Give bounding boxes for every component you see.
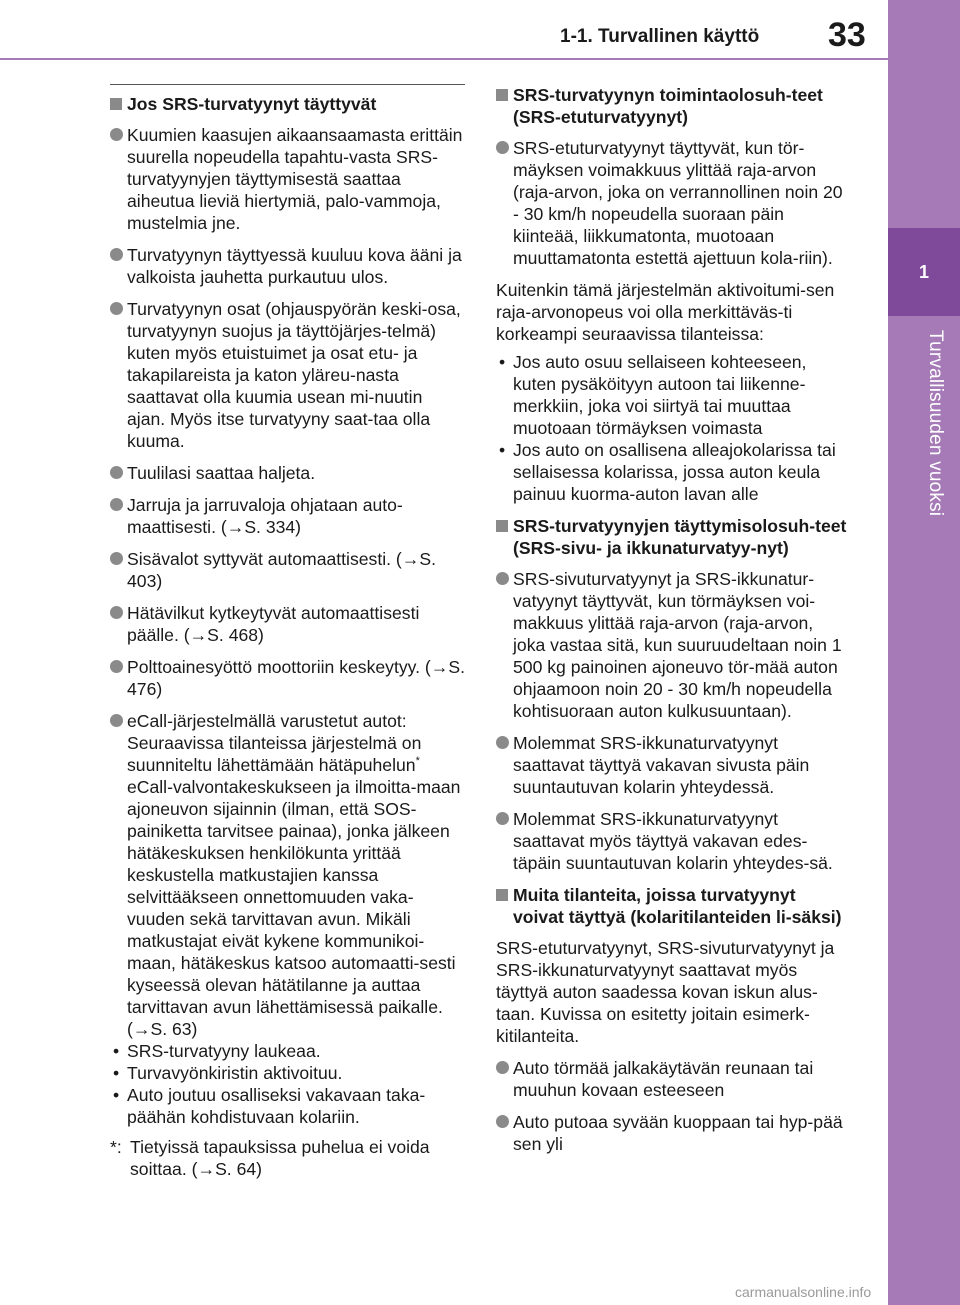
watermark: carmanualsonline.info xyxy=(735,1284,872,1300)
ecall-text-continued: eCall-valvontakeskukseen ja ilmoitta-maan ajoneuvon sijainnin (ilman, että SOS-painiketta tarvitsee painaa), jonka jälkeen hätäkeskuksen henkilökunta yrittää keskustella matkustajien kanssa selvittääkseen onnettomuuden vaka-vuuden sekä tarvittavan avun. Mikäli matkustajat eivät kykene kommunikoi-maan, hätäkeskus katsoo automaatti-sesti kyseessä olevan hätätilanne ja auttaa tarvittavan avun lähettämisessä paikalle. (→S. 63) xyxy=(127,777,461,1039)
bullet-item: Auto törmää jalkakäytävän reunaan tai muuhun kovaan esteeseen xyxy=(496,1057,848,1101)
bullet-item: Turvatyynyn osat (ohjauspyörän keski-osa, turvatyynyn suojus ja täyttöjärjes-telmä) kuten myös etuistuimet ja osat etu- ja takapilareista ja katon yläreu-nasta saattavat olla kuumia usean mi-nuutin ajan. Myös itse turvatyyny saat-taa olla kuuma. xyxy=(110,298,465,452)
chapter-number: 1 xyxy=(918,261,929,282)
bullet-item: Tuulilasi saattaa haljeta. xyxy=(110,462,465,484)
bullet-item: SRS-sivuturvatyynyt ja SRS-ikkunatur-vatyynyt täyttyvät, kun törmäyksen voi-makkuus ylittää raja-arvon (raja-arvon, joka vastaa sitä, kun suuruudeltaan noin 1 500 kg painoinen ajoneuvo tör-mää auton ohjaamoon noin 20 - 30 km/h nopeudella kohtisuoraan auton kulkusuuntaan). xyxy=(496,568,848,722)
chapter-number-box xyxy=(888,228,960,316)
bullet-item: Hätävilkut kytkeytyvät automaattisesti päälle. (→S. 468) xyxy=(110,602,465,646)
bullet-item: Turvatyynyn täyttyessä kuuluu kova ääni ja valkoista jauhetta purkautuu ulos. xyxy=(110,244,465,288)
list-item: • Jos auto on osallisena alleajokolarissa tai sellaisessa kolarissa, jossa auton keula painuu kuorma-auton lavan alle xyxy=(496,439,848,505)
section-heading: SRS-turvatyynyn toimintaolosuh-teet (SRS-etuturvatyynyt) xyxy=(496,84,848,128)
page-number: 33 xyxy=(828,16,866,54)
right-column xyxy=(496,84,848,1165)
list-item: • SRS-turvatyyny laukeaa. xyxy=(110,1040,465,1062)
left-column xyxy=(110,84,465,1180)
section-rule xyxy=(110,84,465,85)
chapter-side-tab xyxy=(888,0,960,1305)
chapter-title: Turvallisuuden vuoksi xyxy=(925,330,946,517)
footnote-text: Tietyissä tapauksissa puhelua ei voida soittaa. (→S. 64) xyxy=(130,1137,430,1179)
bullet-item: Auto putoaa syvään kuoppaan tai hyp-pää sen yli xyxy=(496,1111,848,1155)
footnote xyxy=(110,1136,465,1180)
threshold-conditions-list xyxy=(496,351,848,505)
bullet-item: Jarruja ja jarruvaloja ohjataan auto-maattisesti. (→S. 334) xyxy=(110,494,465,538)
footnote-mark: *: xyxy=(110,1137,122,1157)
ecall-bullet xyxy=(110,710,465,1128)
running-header-title: 1-1. Turvallinen käyttö xyxy=(560,26,760,47)
bullet-item: Molemmat SRS-ikkunaturvatyynyt saattavat täyttyä vakavan sivusta päin suuntautuvan kolarin yhteydessä. xyxy=(496,732,848,798)
list-item: • Jos auto osuu sellaiseen kohteeseen, kuten pysäköityyn autoon tai liikenne-merkkiin, joka voi siirtyä tai muuttaa muotoaan törmäyksen voimasta xyxy=(496,351,848,439)
paragraph: Kuitenkin tämä järjestelmän aktivoitumi-sen raja-arvonopeus voi olla merkittäväs-ti korkeampi seuraavissa tilanteissa: xyxy=(496,280,835,344)
header-rule xyxy=(0,58,888,60)
footnote-marker: * xyxy=(415,755,420,768)
bullet-item: Sisävalot syttyvät automaattisesti. (→S. 403) xyxy=(110,548,465,592)
list-item: • Auto joutuu osalliseksi vakavaan taka-päähän kohdistuvaan kolariin. xyxy=(110,1084,465,1128)
list-item: • Turvavyönkiristin aktivoituu. xyxy=(110,1062,465,1084)
section-heading: Jos SRS-turvatyynyt täyttyvät xyxy=(110,93,465,115)
bullet-item: Kuumien kaasujen aikaansaamasta erittäin suurella nopeudella tapahtu-vasta SRS-turvatyynyjen täyttymisestä saattaa aiheutua lieviä hiertymiä, palo-vammoja, mustelmia jne. xyxy=(110,124,465,234)
ecall-text: eCall-järjestelmällä varustetut autot: Seuraavissa tilanteissa järjestelmä on suunniteltu lähettämään hätäpuhelun xyxy=(127,711,422,775)
bullet-item: Polttoainesyöttö moottoriin keskeytyy. (→S. 476) xyxy=(110,656,465,700)
section-heading: Muita tilanteita, joissa turvatyynyt voivat täyttyä (kolaritilanteiden li-säksi) xyxy=(496,884,848,928)
section-heading: SRS-turvatyynyjen täyttymisolosuh-teet (SRS-sivu- ja ikkunaturvatyy-nyt) xyxy=(496,515,848,559)
paragraph: SRS-etuturvatyynyt, SRS-sivuturvatyynyt ja SRS-ikkunaturvatyynyt saattavat myös täyttyä auton saadessa kovan iskun alus-taan. Kuvissa on esitetty joitain esimerk-kitilanteita. xyxy=(496,938,835,1046)
ecall-conditions-list xyxy=(110,1040,465,1128)
bullet-item: SRS-etuturvatyynyt täyttyvät, kun tör-mäyksen voimakkuus ylittää raja-arvon (raja-arvon, joka on verrannollinen noin 20 - 30 km/h nopeudella suoraan päin kiinteää, liikkumatonta, muotoaan muuttamatonta estettä ajettuun kola-riin). xyxy=(496,137,848,269)
bullet-item: Molemmat SRS-ikkunaturvatyynyt saattavat myös täyttyä vakavan edes-täpäin suuntautuvan kolarin yhteydes-sä. xyxy=(496,808,848,874)
